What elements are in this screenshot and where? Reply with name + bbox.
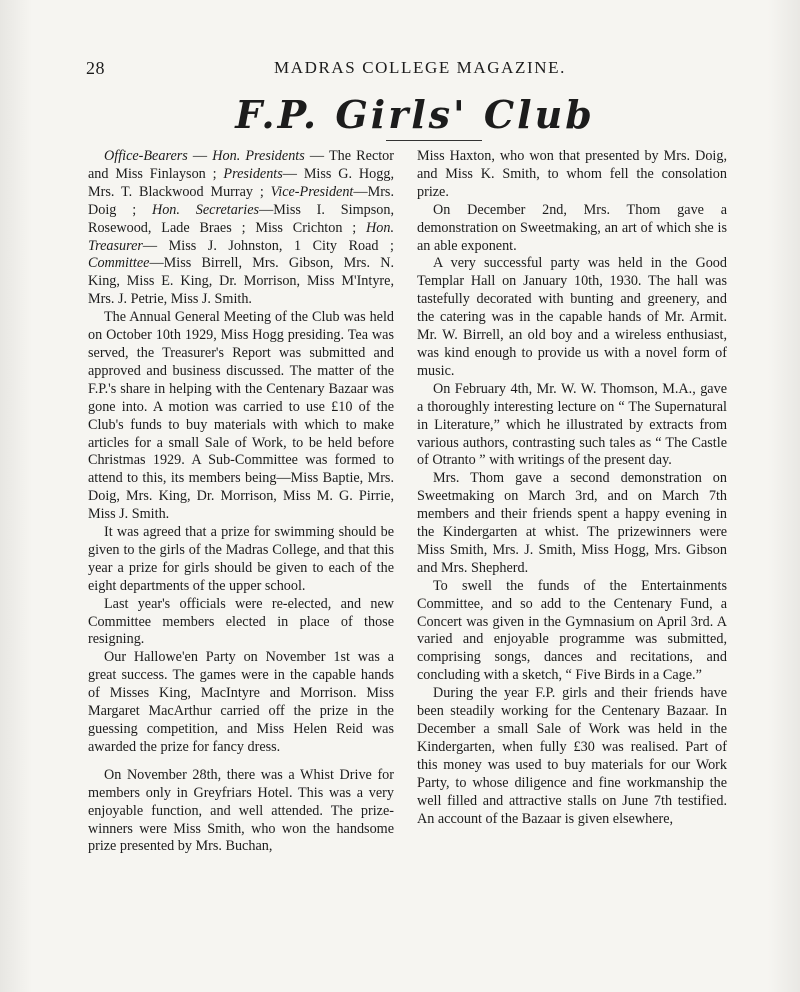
text-run: — Miss G. Hogg, Mrs. T. Blackwood Murray ;: [88, 165, 394, 200]
text-run: —Miss Birrell, Mrs. Gibson, Mrs. N. King, Miss E. King, Dr. Morrison, Miss M'Intyre, Mrs. J. Petrie, Miss J. Smith.: [88, 255, 394, 308]
hon-presidents-label: Hon. Presidents: [212, 148, 305, 164]
text-run: —: [187, 148, 213, 164]
office-bearers-label: Office-Bearers: [104, 148, 188, 164]
hon-treasurer-label: Hon. Treasurer: [88, 219, 394, 254]
office-bearers-paragraph: [88, 148, 394, 309]
agm-paragraph: The Annual General Meeting of the Club was held on October 10th 1929, Miss Hogg presiding. Tea was served, the Treasurer's Report was submitted and approved and business discussed. The matter of the F.P.'s share in helping with the Centenary Bazaar was gone into. A motion was carried to use £10 of the Club's funds to buy materials with which to make articles for a small Sale of Work, to be held before Christmas 1929. A Sub-Committee was formed to attend to this, its members being—Miss Baptie, Mrs. Doig, Mrs. King, Dr. Morrison, Miss M. G. Pirrie, Miss J. Smith.: [88, 309, 394, 523]
presidents-label: Presidents: [223, 165, 283, 182]
hon-secretaries-label: Hon. Secretaries: [151, 201, 260, 218]
text-run: — Miss J. Johnston, 1 City Road ;: [142, 237, 394, 254]
bazaar-paragraph: During the year F.P. girls and their friends have been steadily working for the Centenary Bazaar. In December a small Sale of Work was held in the Kindergarten, when fully £30 was realised. Part of this money was used to buy materials for our Work Party, to whose diligence and fine workmanship the well filled and attractive stalls on June 7th testified. An account of the Bazaar is given elsewhere,: [417, 685, 727, 827]
swimming-prize-paragraph: It was agreed that a prize for swimming should be given to the girls of the Madras College, and that this year a prize for girls should be given to each of the eight departments of the upper school.: [88, 524, 394, 594]
whist-drive-paragraph: On November 28th, there was a Whist Drive for members only in Greyfriars Hotel. This was a very enjoyable function, and well attended. The prize-winners were Miss Smith, who won the handsome prize presented by Mrs. Buchan,: [88, 766, 394, 855]
sweetmaking-paragraph: On December 2nd, Mrs. Thom gave a demonstration on Sweetmaking, an art of which she is an able exponent.: [417, 201, 727, 254]
left-column: [88, 148, 394, 856]
halloween-paragraph: Our Hallowe'en Party on November 1st was a great success. The games were in the capable hands of Misses King, MacIntyre and Morrison. Miss Margaret MacArthur carried off the prize in the guessing competition, and Miss Helen Reid was awarded the prize for fancy dress.: [88, 649, 394, 755]
officials-paragraph: Last year's officials were re-elected, and new Committee members elected in place of those resigning.: [88, 595, 394, 648]
right-column: [417, 148, 727, 828]
whist-prizes-continued: Miss Haxton, who won that presented by Mrs. Doig, and Miss K. Smith, to whom fell the consolation prize.: [417, 148, 727, 200]
page-number: 28: [86, 58, 105, 78]
lecture-paragraph: On February 4th, Mr. W. W. Thomson, M.A., gave a thoroughly interesting lecture on “ The Supernatural in Literature,” which he illustrated by extracts from various authors, contrasting such tales as “ The Castle of Otranto ” with writings of the present day.: [417, 380, 727, 469]
committee-label: Committee: [88, 255, 150, 272]
text-run: —Miss I. Simpson, Rosewood, Lade Braes ; Miss Crichton ;: [88, 201, 394, 236]
second-demonstration-paragraph: Mrs. Thom gave a second demonstration on Sweetmaking on March 3rd, and on March 7th members and their friends spent a happy evening in the Kindergarten at whist. The prizewinners were Miss Smith, Mrs. J. Smith, Miss Hogg, Mrs. Gibson and Mrs. Shepherd.: [417, 470, 727, 576]
concert-paragraph: To swell the funds of the Entertainments Committee, and so add to the Centenary Fund, a Concert was given in the Gymnasium on April 3rd. A varied and enjoyable programme was submitted, comprising songs, dances and recitations, and concluding with a sketch, “ Five Birds in a Cage.”: [417, 577, 727, 684]
vice-president-label: Vice-President: [270, 183, 354, 200]
title-underline: [386, 140, 482, 141]
text-run: —Mrs. Doig ;: [88, 183, 394, 218]
article-title: F.P. Girls' Club: [235, 92, 595, 137]
running-head: MADRAS COLLEGE MAGAZINE.: [274, 58, 566, 77]
text-run: — The Rector and Miss Finlayson ;: [88, 148, 395, 182]
templar-hall-party-paragraph: A very successful party was held in the Good Templar Hall on January 10th, 1930. The hall was tastefully decorated with bunting and greenery, and the catering was in the capable hands of Mr. Armit. Mr. W. Birrell, an old boy and a wireless enthusiast, was kind enough to provide us with a novel form of music.: [417, 255, 727, 379]
